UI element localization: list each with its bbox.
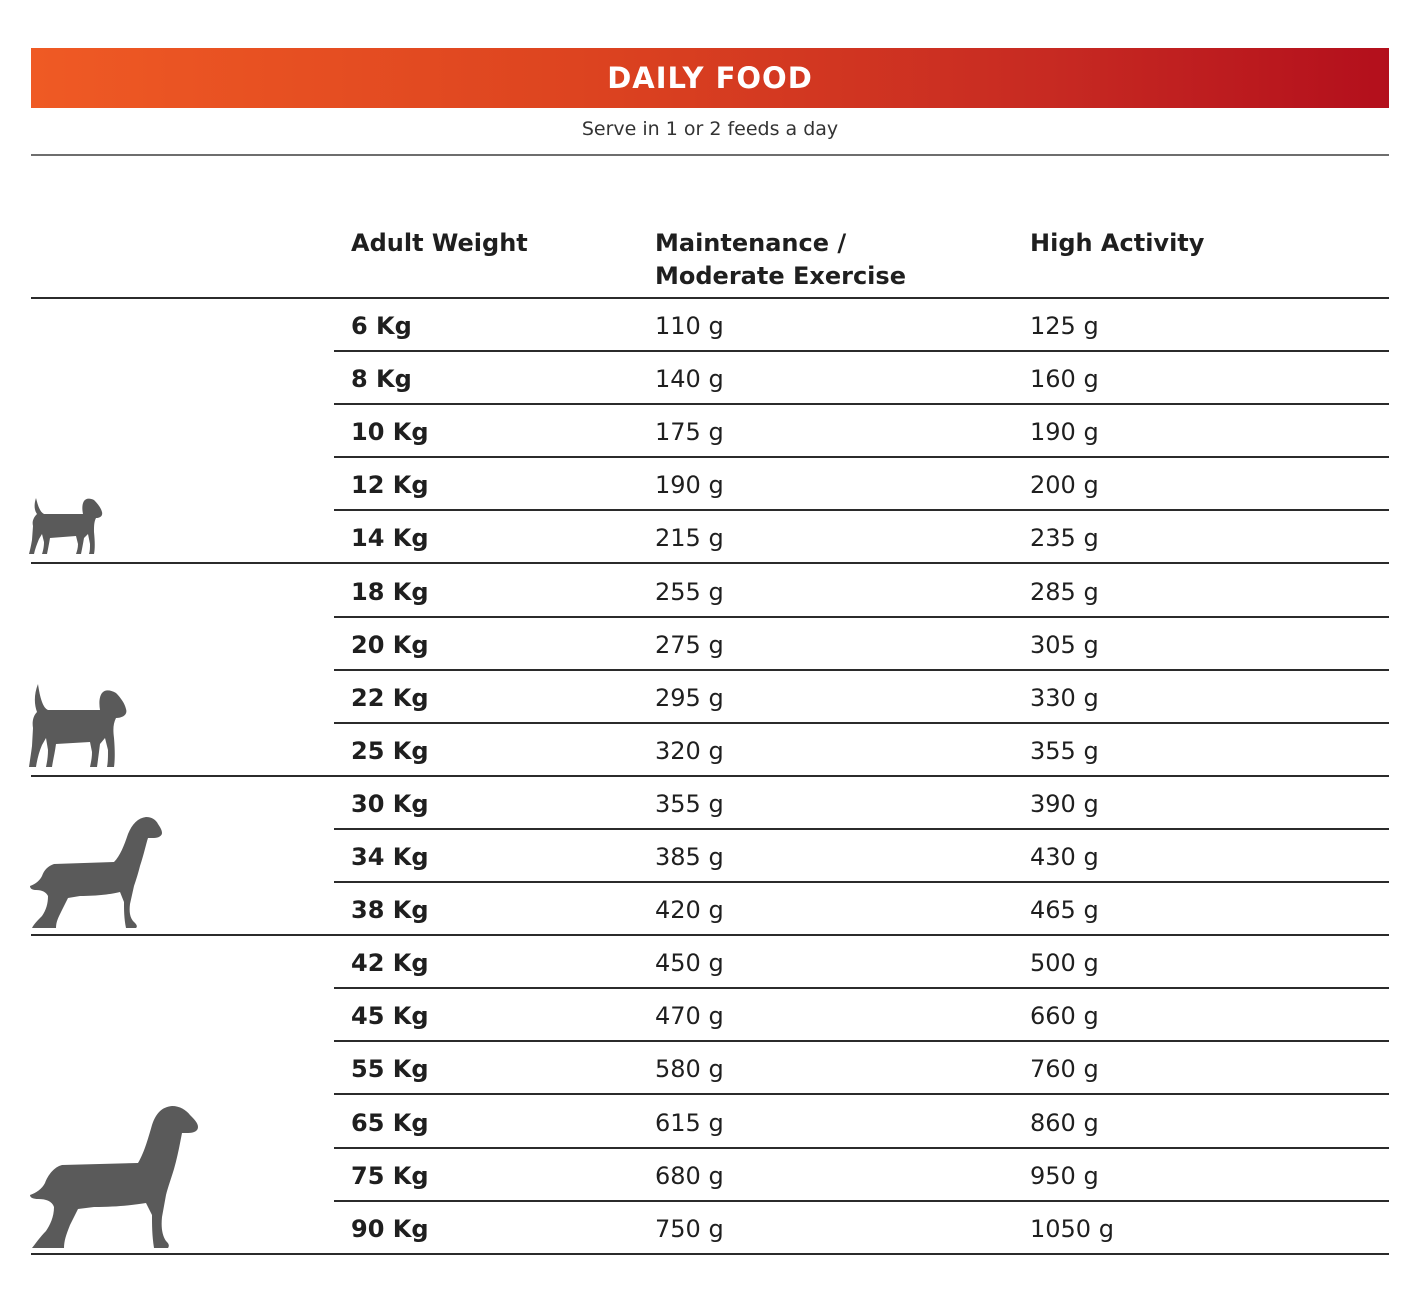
weight-cell: 55 Kg [351,1055,429,1083]
table-row [0,777,1428,830]
banner-title: DAILY FOOD [607,61,813,95]
high-activity-cell: 465 g [1030,896,1099,924]
giant-dog-icon [28,1103,200,1249]
table-row [0,724,1428,777]
maintenance-cell: 470 g [655,1002,724,1030]
row-divider [334,1093,1389,1095]
high-activity-cell: 305 g [1030,631,1099,659]
high-activity-cell: 235 g [1030,524,1099,552]
group-divider [31,1253,1389,1255]
table-row [0,1042,1428,1095]
maintenance-cell: 385 g [655,843,724,871]
weight-cell: 65 Kg [351,1109,429,1137]
maintenance-cell: 680 g [655,1162,724,1190]
maintenance-cell: 255 g [655,578,724,606]
weight-cell: 42 Kg [351,949,429,977]
medium-dog-icon [28,682,130,769]
table-row [0,883,1428,936]
high-activity-cell: 950 g [1030,1162,1099,1190]
maintenance-cell: 110 g [655,312,724,340]
table-row [0,989,1428,1042]
weight-cell: 75 Kg [351,1162,429,1190]
high-activity-cell: 390 g [1030,790,1099,818]
weight-cell: 34 Kg [351,843,429,871]
table-row [0,1149,1428,1202]
maintenance-cell: 580 g [655,1055,724,1083]
maintenance-cell: 750 g [655,1215,724,1243]
table-row [0,830,1428,883]
weight-cell: 6 Kg [351,312,412,340]
weight-cell: 90 Kg [351,1215,429,1243]
group-divider [31,562,1389,564]
weight-cell: 38 Kg [351,896,429,924]
weight-cell: 10 Kg [351,418,429,446]
header-maintenance [655,227,906,293]
weight-cell: 20 Kg [351,631,429,659]
table-row [0,511,1428,564]
header-maintenance-line1: Maintenance / [655,229,847,257]
weight-cell: 30 Kg [351,790,429,818]
table-row [0,405,1428,458]
small-dog-icon [28,494,104,556]
table-row [0,1202,1428,1255]
table-row [0,936,1428,989]
high-activity-cell: 760 g [1030,1055,1099,1083]
maintenance-cell: 420 g [655,896,724,924]
maintenance-cell: 140 g [655,365,724,393]
maintenance-cell: 215 g [655,524,724,552]
weight-cell: 22 Kg [351,684,429,712]
high-activity-cell: 285 g [1030,578,1099,606]
table-row [0,671,1428,724]
header-maintenance-line2: Moderate Exercise [655,262,906,290]
high-activity-cell: 660 g [1030,1002,1099,1030]
high-activity-cell: 500 g [1030,949,1099,977]
banner [31,48,1389,108]
high-activity-cell: 330 g [1030,684,1099,712]
weight-cell: 8 Kg [351,365,412,393]
high-activity-cell: 125 g [1030,312,1099,340]
top-divider [31,154,1389,156]
high-activity-cell: 1050 g [1030,1215,1114,1243]
maintenance-cell: 320 g [655,737,724,765]
maintenance-cell: 175 g [655,418,724,446]
table-row [0,352,1428,405]
subtitle: Serve in 1 or 2 feeds a day [581,118,839,140]
weight-cell: 18 Kg [351,578,429,606]
high-activity-cell: 355 g [1030,737,1099,765]
maintenance-cell: 295 g [655,684,724,712]
table-row [0,299,1428,352]
header-adult-weight: Adult Weight [351,229,528,257]
maintenance-cell: 615 g [655,1109,724,1137]
maintenance-cell: 275 g [655,631,724,659]
weight-cell: 25 Kg [351,737,429,765]
weight-cell: 12 Kg [351,471,429,499]
weight-cell: 14 Kg [351,524,429,552]
weight-cell: 45 Kg [351,1002,429,1030]
maintenance-cell: 355 g [655,790,724,818]
table-row [0,565,1428,618]
high-activity-cell: 430 g [1030,843,1099,871]
high-activity-cell: 860 g [1030,1109,1099,1137]
maintenance-cell: 450 g [655,949,724,977]
high-activity-cell: 160 g [1030,365,1099,393]
table-row [0,1096,1428,1149]
table-row [0,458,1428,511]
header-high-activity: High Activity [1030,229,1205,257]
high-activity-cell: 200 g [1030,471,1099,499]
maintenance-cell: 190 g [655,471,724,499]
high-activity-cell: 190 g [1030,418,1099,446]
table-row [0,618,1428,671]
large-dog-icon [28,814,164,929]
